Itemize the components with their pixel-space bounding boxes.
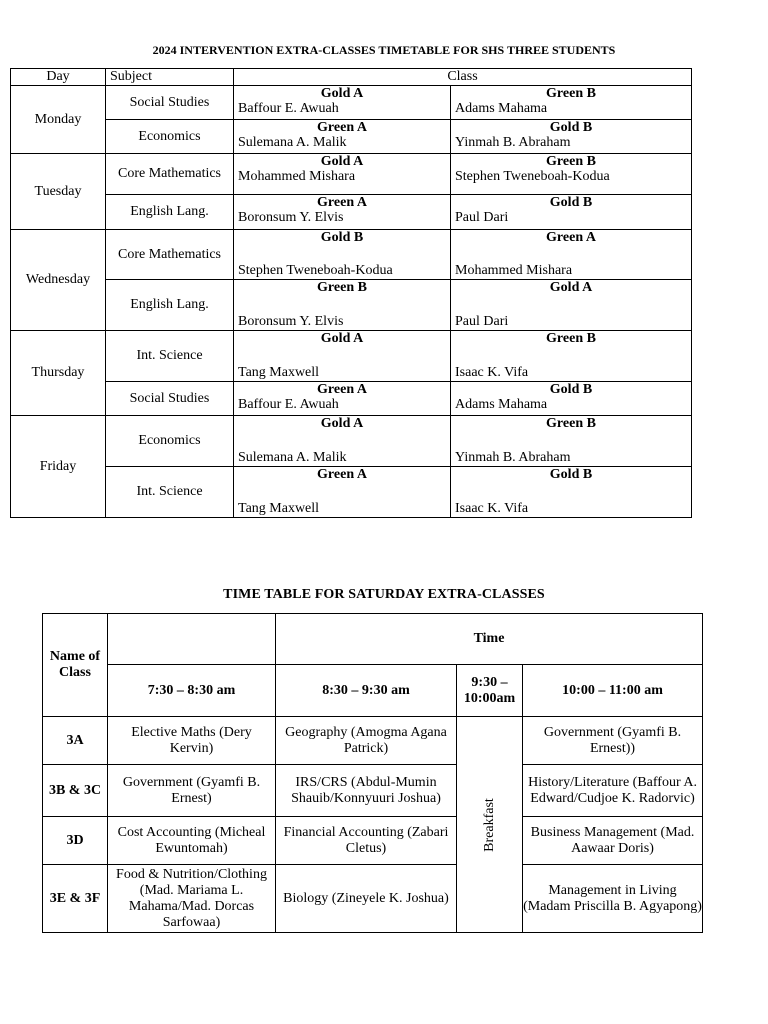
class-cell [234,230,451,280]
teacher-name: Boronsum Y. Elvis [238,314,344,329]
class-name: Green B [546,331,596,346]
class-cell [451,280,692,331]
class-name: Gold A [320,416,364,431]
class-name: Gold A [320,86,364,101]
weekday-row [11,120,692,154]
class-cell [451,154,692,195]
class-name: Green A [317,195,367,210]
day-cell: Friday [11,416,106,518]
class-name: Gold A [320,331,364,346]
class-name-cell: 3E & 3F [43,865,108,933]
teacher-name: Adams Mahama [455,397,548,412]
saturday-header-row [43,614,703,665]
subject-cell: English Lang. [106,195,234,230]
saturday-timetable-title: TIME TABLE FOR SATURDAY EXTRA-CLASSES [223,587,545,602]
class-cell [451,382,692,416]
class-cell [451,467,692,518]
subject-teacher-cell: Management in Living (Madam Priscilla B. Agyapong) [523,865,703,933]
class-header: Class [234,69,692,86]
subject-cell: Social Studies [106,86,234,120]
subject-teacher-cell: Government (Gyamfi B. Ernest) [108,765,276,817]
weekday-row [11,382,692,416]
teacher-name: Sulemana A. Malik [238,135,347,150]
subject-cell: Economics [106,120,234,154]
class-cell [451,416,692,467]
class-name: Green A [317,120,367,135]
subject-teacher-cell: Biology (Zineyele K. Joshua) [276,865,457,933]
class-name: Gold B [549,467,593,482]
weekday-row [11,86,692,120]
class-cell [451,86,692,120]
teacher-name: Tang Maxwell [238,501,320,516]
subject-teacher-cell: Business Management (Mad. Aawaar Doris) [523,817,703,865]
class-cell [451,195,692,230]
day-header: Day [11,69,106,86]
subject-cell: Social Studies [106,382,234,416]
teacher-name: Stephen Tweneboah-Kodua [238,263,393,278]
breakfast-cell [457,717,523,933]
subject-teacher-cell: Food & Nutrition/Clothing (Mad. Mariama L. Mahama/Mad. Dorcas Sarfowaa) [108,865,276,933]
teacher-name: Paul Dari [455,210,509,225]
class-name: Green B [546,154,596,169]
teacher-name: Yinmah B. Abraham [455,135,571,150]
teacher-name: Adams Mahama [455,101,548,116]
subject-teacher-cell: Cost Accounting (Micheal Ewuntomah) [108,817,276,865]
slot-header: 10:00 – 11:00 am [523,665,703,717]
class-name: Green A [317,382,367,397]
subject-cell: Int. Science [106,467,234,518]
class-name: Gold B [320,230,364,245]
class-name: Gold B [549,382,593,397]
class-name: Green B [317,280,367,295]
class-name-cell: 3B & 3C [43,765,108,817]
class-name: Green B [546,86,596,101]
class-cell [234,195,451,230]
class-name-cell: 3D [43,817,108,865]
day-cell: Tuesday [11,154,106,230]
class-name: Gold A [549,280,593,295]
subject-teacher-cell: Geography (Amogma Agana Patrick) [276,717,457,765]
slot-header: 7:30 – 8:30 am [108,665,276,717]
teacher-name: Boronsum Y. Elvis [238,210,344,225]
subject-teacher-cell: Financial Accounting (Zabari Cletus) [276,817,457,865]
class-name: Green A [317,467,367,482]
day-cell: Thursday [11,331,106,416]
teacher-name: Sulemana A. Malik [238,450,347,465]
teacher-name: Isaac K. Vifa [455,501,529,516]
teacher-name: Tang Maxwell [238,365,320,380]
teacher-name: Stephen Tweneboah-Kodua [455,169,610,184]
class-name: Green B [546,416,596,431]
class-cell [451,230,692,280]
weekday-row [11,280,692,331]
weekday-header-row [11,69,692,86]
breakfast-label: Breakfast [481,797,497,852]
class-cell [451,331,692,382]
class-cell [234,416,451,467]
class-cell [234,154,451,195]
day-cell: Monday [11,86,106,154]
weekday-timetable-title: 2024 INTERVENTION EXTRA-CLASSES TIMETABLE FOR SHS THREE STUDENTS [152,43,616,57]
class-cell [451,120,692,154]
teacher-name: Isaac K. Vifa [455,365,529,380]
class-cell [234,120,451,154]
weekday-row [11,416,692,467]
class-name: Green A [546,230,596,245]
teacher-name: Baffour E. Awuah [238,101,339,116]
class-cell [234,382,451,416]
time-slots-row [43,665,703,717]
saturday-row [43,817,703,865]
class-cell [234,86,451,120]
day-cell: Wednesday [11,230,106,331]
class-cell [234,331,451,382]
subject-teacher-cell: Government (Gyamfi B. Ernest)) [523,717,703,765]
class-name: Gold B [549,195,593,210]
slot-header: 8:30 – 9:30 am [276,665,457,717]
subject-header: Subject [106,69,234,86]
subject-teacher-cell: Elective Maths (Dery Kervin) [108,717,276,765]
saturday-row [43,717,703,765]
weekday-row [11,195,692,230]
saturday-timetable [42,613,703,933]
name-of-class-header: Name of Class [43,614,108,717]
subject-teacher-cell: History/Literature (Baffour A. Edward/Cudjoe K. Radorvic) [523,765,703,817]
teacher-name: Mohammed Mishara [455,263,573,278]
class-name: Gold B [549,120,593,135]
weekday-row [11,467,692,518]
saturday-row [43,765,703,817]
slot-header: 9:30 – 10:00am [457,665,523,717]
subject-cell: Core Mathematics [106,154,234,195]
saturday-row [43,865,703,933]
empty-header-cell [108,614,276,665]
time-header: Time [276,614,703,665]
teacher-name: Baffour E. Awuah [238,397,339,412]
class-name: Gold A [320,154,364,169]
teacher-name: Mohammed Mishara [238,169,356,184]
teacher-name: Paul Dari [455,314,509,329]
weekday-timetable [10,68,692,518]
weekday-row [11,230,692,280]
subject-cell: Core Mathematics [106,230,234,280]
subject-cell: Int. Science [106,331,234,382]
subject-teacher-cell: IRS/CRS (Abdul-Mumin Shauib/Konnyuuri Joshua) [276,765,457,817]
class-cell [234,467,451,518]
subject-cell: English Lang. [106,280,234,331]
class-cell [234,280,451,331]
teacher-name: Yinmah B. Abraham [455,450,571,465]
subject-cell: Economics [106,416,234,467]
class-name-cell: 3A [43,717,108,765]
weekday-row [11,331,692,382]
weekday-row [11,154,692,195]
